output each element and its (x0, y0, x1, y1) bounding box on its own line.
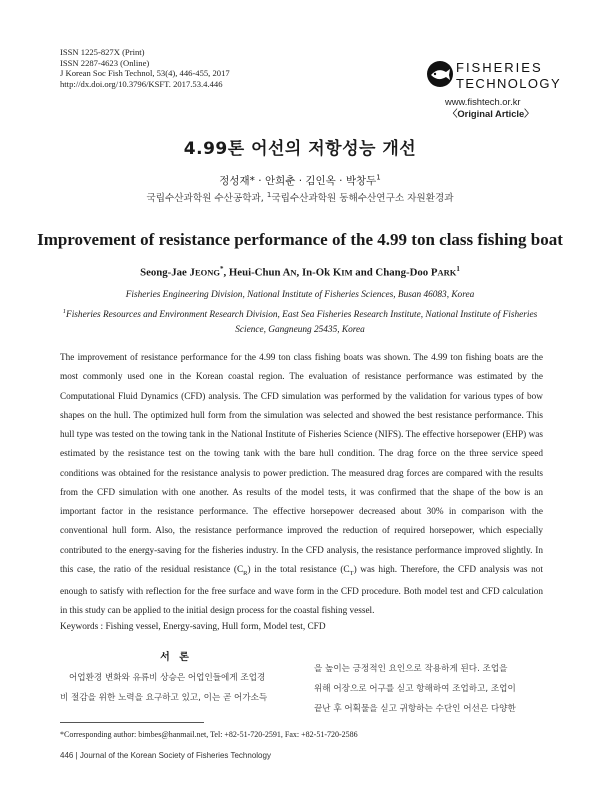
abstract-part1: The improvement of resistance performance for the 4.99 ton class fishing boats was shown. The 4.99 ton fishing boats are the most commonly used one in the Korean coastal region. The evaluation of resistance performance was estimated by the Computational Fluid Dynamics (CFD) analysis. The CFD simulation was performed by the validation for various types of bow shapes on the hull. The optimized hull form from the simulation was selected and showed the best resistance performance. This hull type was tested on the towing tank in the National Institute of Fisheries Science (NIFS). The effective horsepower (EHP) was estimated by the resistance test on the towing tank with the bare hull condition. The drag force on the three service speed conditions was obtained for the resistance analysis to power prediction. The measured drag forces are compared with the results from the CFD simulation with one another. As results of the model tests, it was confirmed that the shape of the bow is an important factor in the resistance performance. The effective horsepower decreased about 30% in comparison with the conventional hull form. Also, the resistance performance improved the reduction of required horsepower, which especially contributed to the energy-saving for the fisheries industry. In the CFD analysis, the resistance performance improved slightly. In this case, the ratio of the residual resistance (C (60, 353, 543, 575)
keywords: Keywords : Fishing vessel, Energy-saving, Hull form, Model test, CFD (60, 622, 326, 632)
footnote-rule (60, 722, 204, 723)
section-heading: 서 론 (160, 652, 192, 663)
author2-last-rest: N (290, 267, 297, 278)
abstract (60, 349, 543, 621)
intro-right-line1: 을 높이는 긍정적인 요인으로 작용하게 된다. 조업을 (314, 664, 508, 674)
abstract-part3: ) was high. Therefore, the CFD analysis was not enough to satisfy with reflection for the free surface and wave form in the CFD procedure. Both model test and CFD calculation in this study can be applied to the initial design process for the coastal fishing vessel. (60, 564, 543, 617)
author3-last-rest: IM (341, 267, 353, 278)
author2-first: , Heui-Chun (223, 266, 283, 279)
journal-meta (60, 47, 230, 89)
affiliation-english-3: Science, Gangneung 25435, Korea (235, 325, 365, 336)
issn-print: ISSN 1225-827X (Print) (60, 47, 145, 57)
logo-line1: FISHERIES (456, 60, 543, 75)
affiliation-english-1: Fisheries Engineering Division, National Institute of Fisheries Sciences, Busan 46083, Korea (125, 290, 475, 300)
title-english: Improvement of resistance performance of the 4.99 ton class fishing boat (37, 230, 563, 249)
author4-mark: 1 (456, 265, 460, 273)
intro-right-line3: 끝난 후 어획물을 싣고 귀항하는 수단인 어선은 다양한 (314, 704, 516, 714)
author3-first: , In-Ok (296, 266, 333, 279)
authors-english (0, 265, 600, 279)
corresponding-author-footnote: *Corresponding author: bimbes@hanmail.net, Tel: +82-51-720-2591, Fax: +82-51-720-2586 (60, 730, 358, 739)
affiliation-korean-1: 국립수산과학원 수산공학과, (146, 193, 267, 204)
citation: J Korean Soc Fish Technol, 53(4), 446-455, 2017 (60, 68, 230, 79)
authors-korean-text: 정성재* · 안희춘 · 김인옥 · 박창두 (219, 175, 377, 187)
affiliation-korean-2: 국립수산과학원 동해수산연구소 자원환경과 (271, 193, 454, 204)
author1-last-initial: J (189, 266, 195, 279)
journal-logo (426, 58, 562, 92)
author2-last-initial: A (282, 266, 291, 279)
author4-last-rest: ARK (437, 267, 457, 278)
affiliation-korean-sup: 1 (266, 190, 272, 199)
intro-right-line2: 위해 어장으로 어구를 싣고 항해하여 조업하고, 조업이 (314, 684, 516, 694)
journal-website[interactable]: www.fishtech.or.kr (445, 96, 521, 107)
intro-right-column (314, 659, 544, 719)
author3-last-initial: K (332, 266, 342, 279)
page-footer: 446 | Journal of the Korean Society of Fisheries Technology (60, 751, 271, 760)
affiliation-english-2 (0, 304, 600, 324)
article-type: 〈Original Article〉 (448, 108, 534, 119)
authors-korean (0, 173, 600, 188)
doi-link[interactable]: http://dx.doi.org/10.3796/KSFT. 2017.53.4.446 (60, 78, 223, 89)
issn-online: ISSN 2287-4623 (Online) (60, 57, 150, 68)
abstract-sub-r: R (243, 569, 248, 577)
affiliation-english-mark: 1 (62, 307, 67, 315)
intro-left-line1: 어업환경 변화와 유류비 상승은 어업인들에게 조업경 (69, 673, 266, 683)
affiliation-korean (0, 190, 600, 204)
title-korean: 4.99톤 어선의 저항성능 개선 (183, 139, 417, 159)
logo-line2: TECHNOLOGY (456, 76, 562, 91)
authors-korean-sup: 1 (376, 173, 381, 182)
author1-first: Seong-Jae (140, 266, 190, 279)
author1-mark: * (219, 265, 224, 273)
author4-last-initial: P (430, 266, 438, 279)
intro-left-column (60, 648, 292, 708)
author1-last-rest: EONG (194, 267, 220, 278)
abstract-sub-t: T (349, 569, 354, 577)
fish-icon (426, 60, 454, 88)
affiliation-english (0, 288, 600, 339)
intro-left-line2: 비 절감을 위한 노력을 요구하고 있고, 이는 곧 어가소득 (60, 693, 268, 703)
affiliation-english-2-text: Fisheries Resources and Environment Research Division, East Sea Fisheries Research Institute, National Institute of Fisheries (66, 309, 538, 320)
abstract-part2: ) in the total resistance (C (247, 564, 350, 575)
author4-first: and Chang-Doo (352, 266, 431, 279)
